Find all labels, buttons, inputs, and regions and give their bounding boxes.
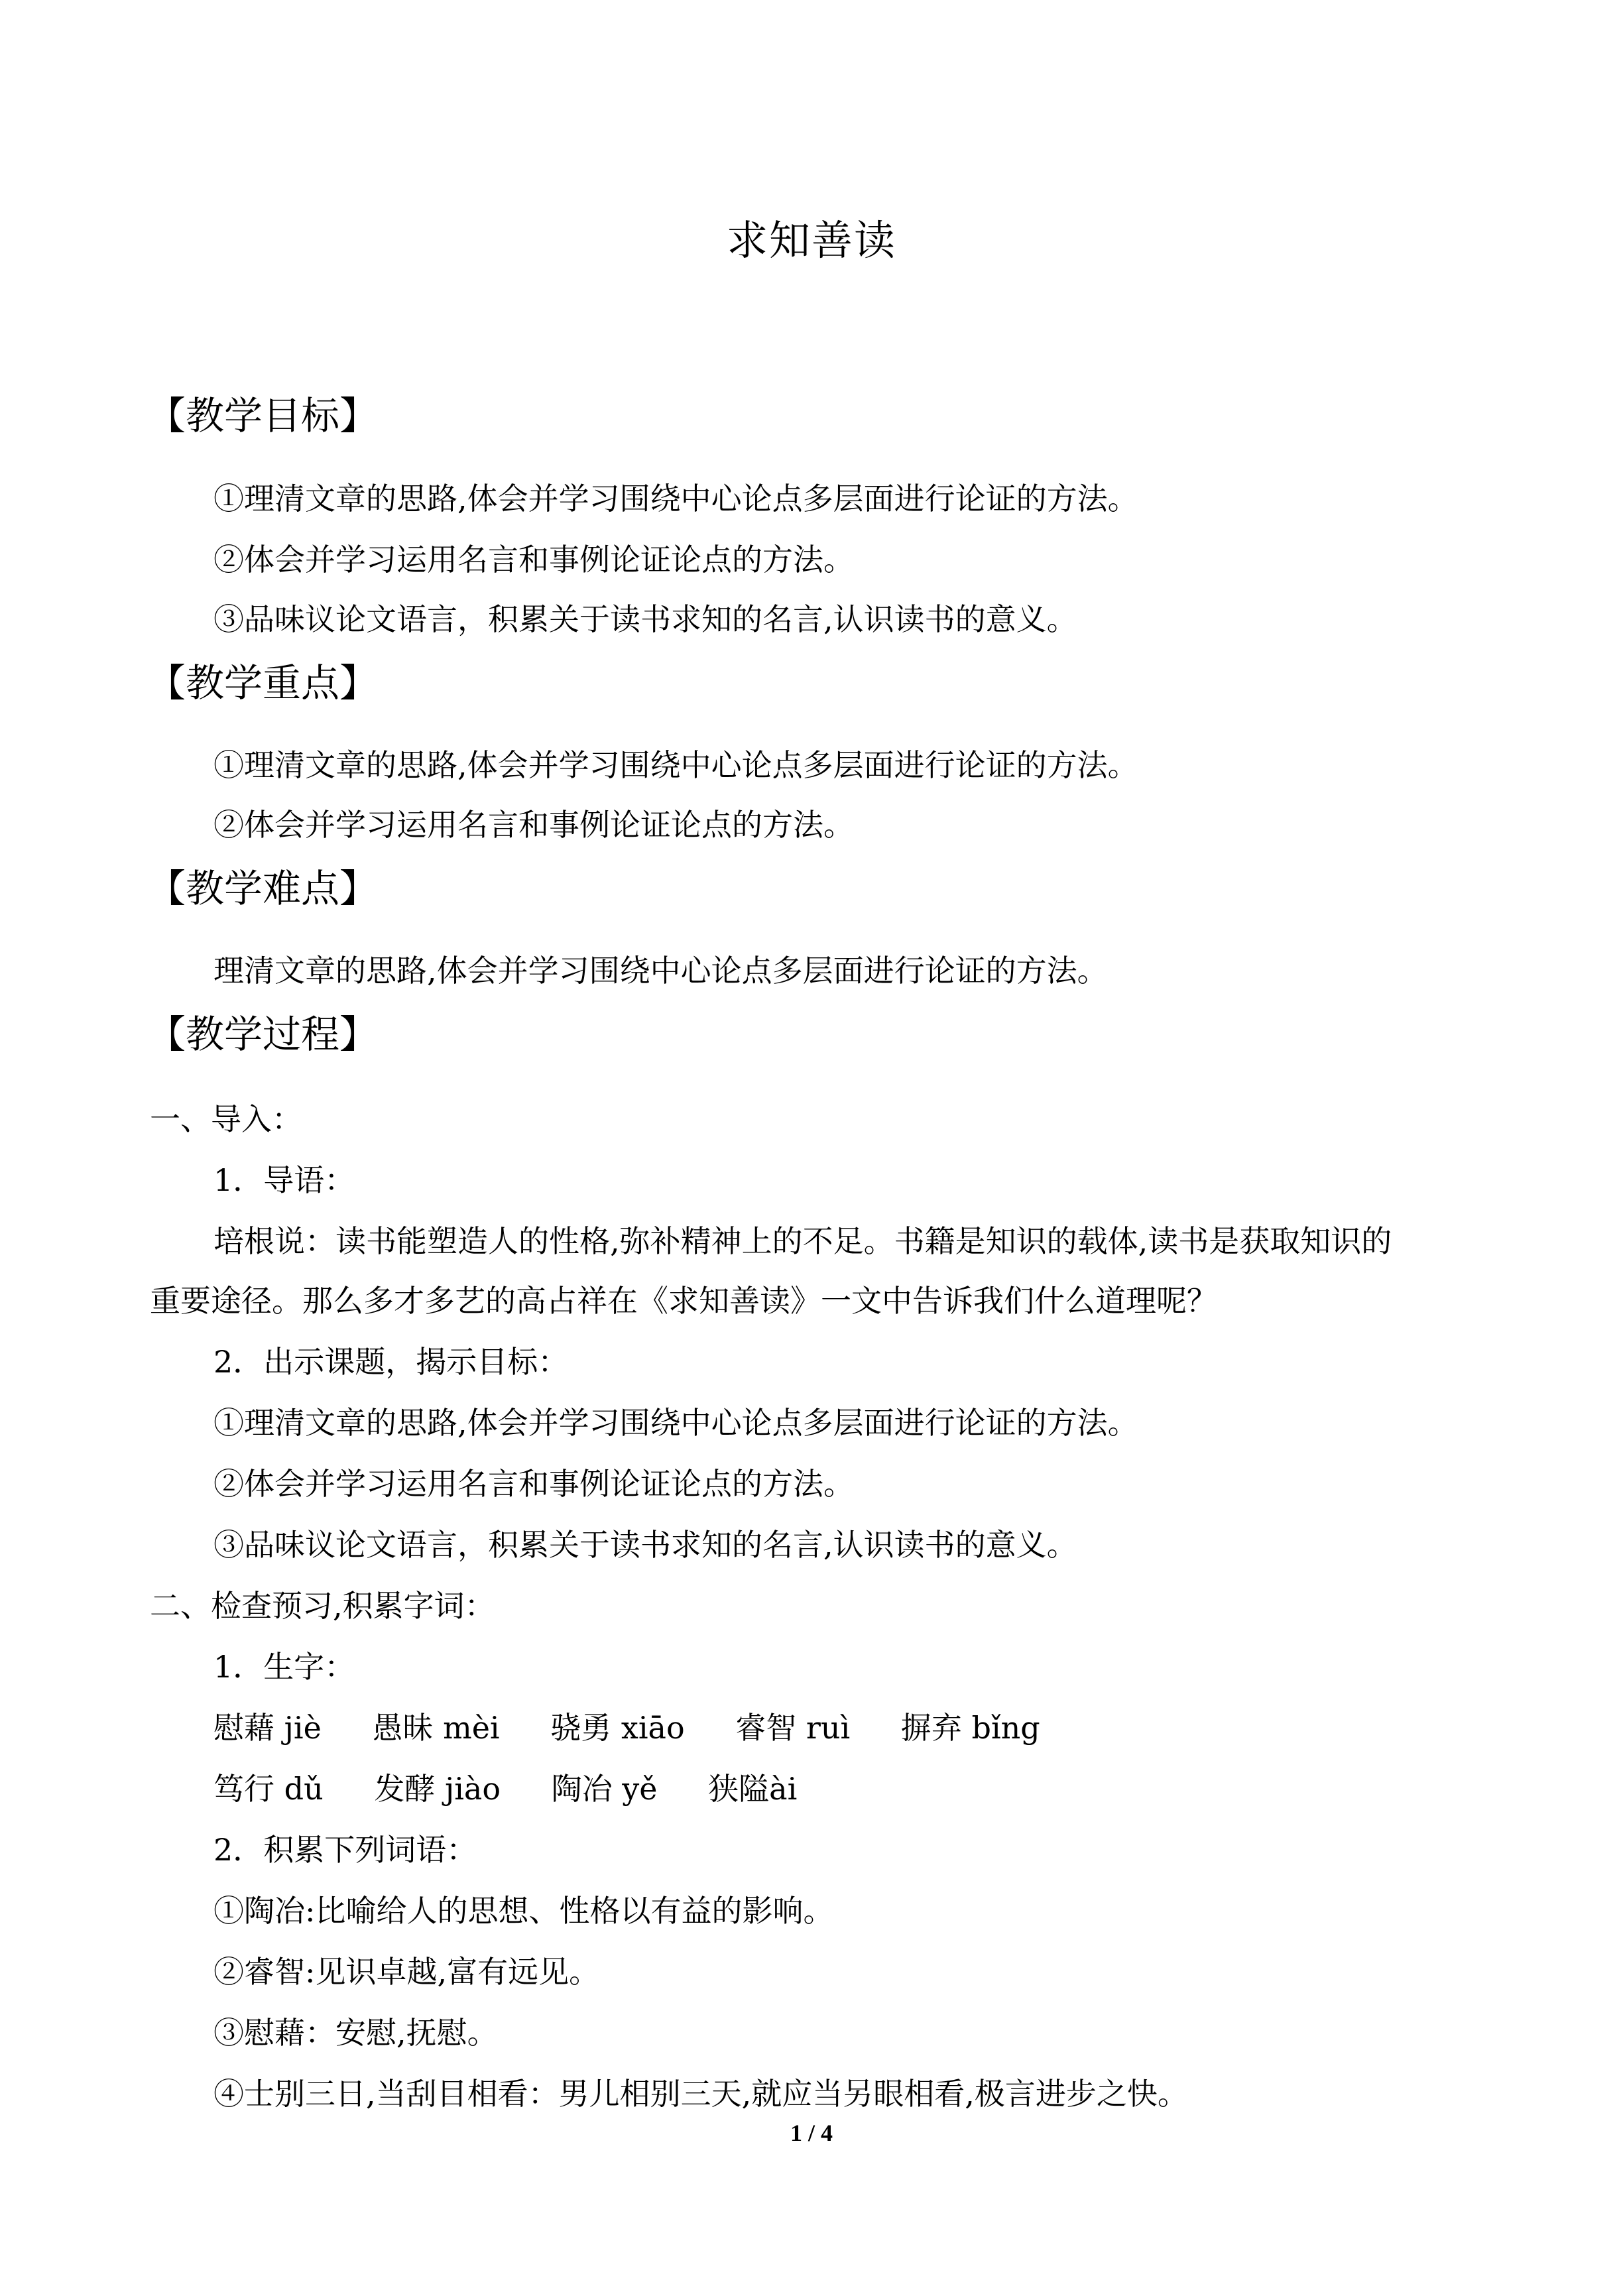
key-point-item-1: ①理清文章的思路,体会并学习围绕中心论点多层面进行论证的方法。 bbox=[213, 747, 1138, 783]
vocab-row-2 bbox=[213, 1768, 838, 1810]
process-part1-sub1: 1．导语： bbox=[213, 1162, 355, 1198]
word-item-1: ①陶冶:比喻给人的思想、性格以有益的影响。 bbox=[213, 1893, 834, 1929]
page-number: 1 / 4 bbox=[790, 2120, 833, 2146]
vocab-item: 笃行 dǔ bbox=[213, 1771, 324, 1807]
process-goal-item-1: ①理清文章的思路,体会并学习围绕中心论点多层面进行论证的方法。 bbox=[213, 1405, 1138, 1441]
intro-paragraph-line2: 重要途径。那么多才多艺的高占祥在《求知善读》一文中告诉我们什么道理呢？ bbox=[150, 1283, 1217, 1319]
vocab-item: 愚昧 mèi bbox=[372, 1710, 500, 1746]
vocab-item: 狭隘ài bbox=[708, 1771, 798, 1807]
vocab-item: 摒弃 bǐng bbox=[900, 1710, 1040, 1746]
document-title: 求知善读 bbox=[726, 216, 896, 265]
vocab-row-1 bbox=[213, 1707, 1081, 1749]
vocab-item: 发酵 jiào bbox=[374, 1771, 501, 1807]
heading-difficulties: 【教学难点】 bbox=[147, 866, 379, 911]
heading-teaching-goals: 【教学目标】 bbox=[147, 393, 379, 438]
key-point-item-2: ②体会并学习运用名言和事例论证论点的方法。 bbox=[213, 807, 854, 843]
process-part2-sub1: 1．生字： bbox=[213, 1649, 355, 1685]
intro-paragraph-line1: 培根说：读书能塑造人的性格,弥补精神上的不足。书籍是知识的载体,读书是获取知识的 bbox=[213, 1223, 1392, 1259]
goal-item-3: ③品味议论文语言，积累关于读书求知的名言,认识读书的意义。 bbox=[213, 601, 1077, 637]
process-goal-item-2: ②体会并学习运用名言和事例论证论点的方法。 bbox=[213, 1466, 854, 1502]
vocab-item: 睿智 ruì bbox=[735, 1710, 851, 1746]
process-part2-title: 二、检查预习,积累字词： bbox=[150, 1588, 495, 1624]
process-part1-title: 一、导入： bbox=[150, 1101, 302, 1137]
heading-teaching-process: 【教学过程】 bbox=[147, 1012, 379, 1057]
word-item-4: ④士别三日,当刮目相看：男儿相别三天,就应当另眼相看,极言进步之快。 bbox=[213, 2076, 1188, 2112]
goal-item-1: ①理清文章的思路,体会并学习围绕中心论点多层面进行论证的方法。 bbox=[213, 481, 1138, 516]
process-part2-sub2: 2．积累下列词语： bbox=[213, 1832, 477, 1868]
vocab-item: 陶冶 yě bbox=[551, 1771, 658, 1807]
process-goal-item-3: ③品味议论文语言，积累关于读书求知的名言,认识读书的意义。 bbox=[213, 1527, 1077, 1563]
process-part1-sub2: 2．出示课题，揭示目标： bbox=[213, 1344, 569, 1380]
word-item-3: ③慰藉：安慰,抚慰。 bbox=[213, 2015, 498, 2051]
heading-key-points: 【教学重点】 bbox=[147, 660, 379, 705]
goal-item-2: ②体会并学习运用名言和事例论证论点的方法。 bbox=[213, 542, 854, 577]
word-item-2: ②睿智:见识卓越,富有远见。 bbox=[213, 1954, 600, 1990]
vocab-item: 骁勇 xiāo bbox=[550, 1710, 685, 1746]
difficulty-item-1: 理清文章的思路,体会并学习围绕中心论点多层面进行论证的方法。 bbox=[213, 953, 1108, 989]
vocab-item: 慰藉 jiè bbox=[213, 1710, 322, 1746]
